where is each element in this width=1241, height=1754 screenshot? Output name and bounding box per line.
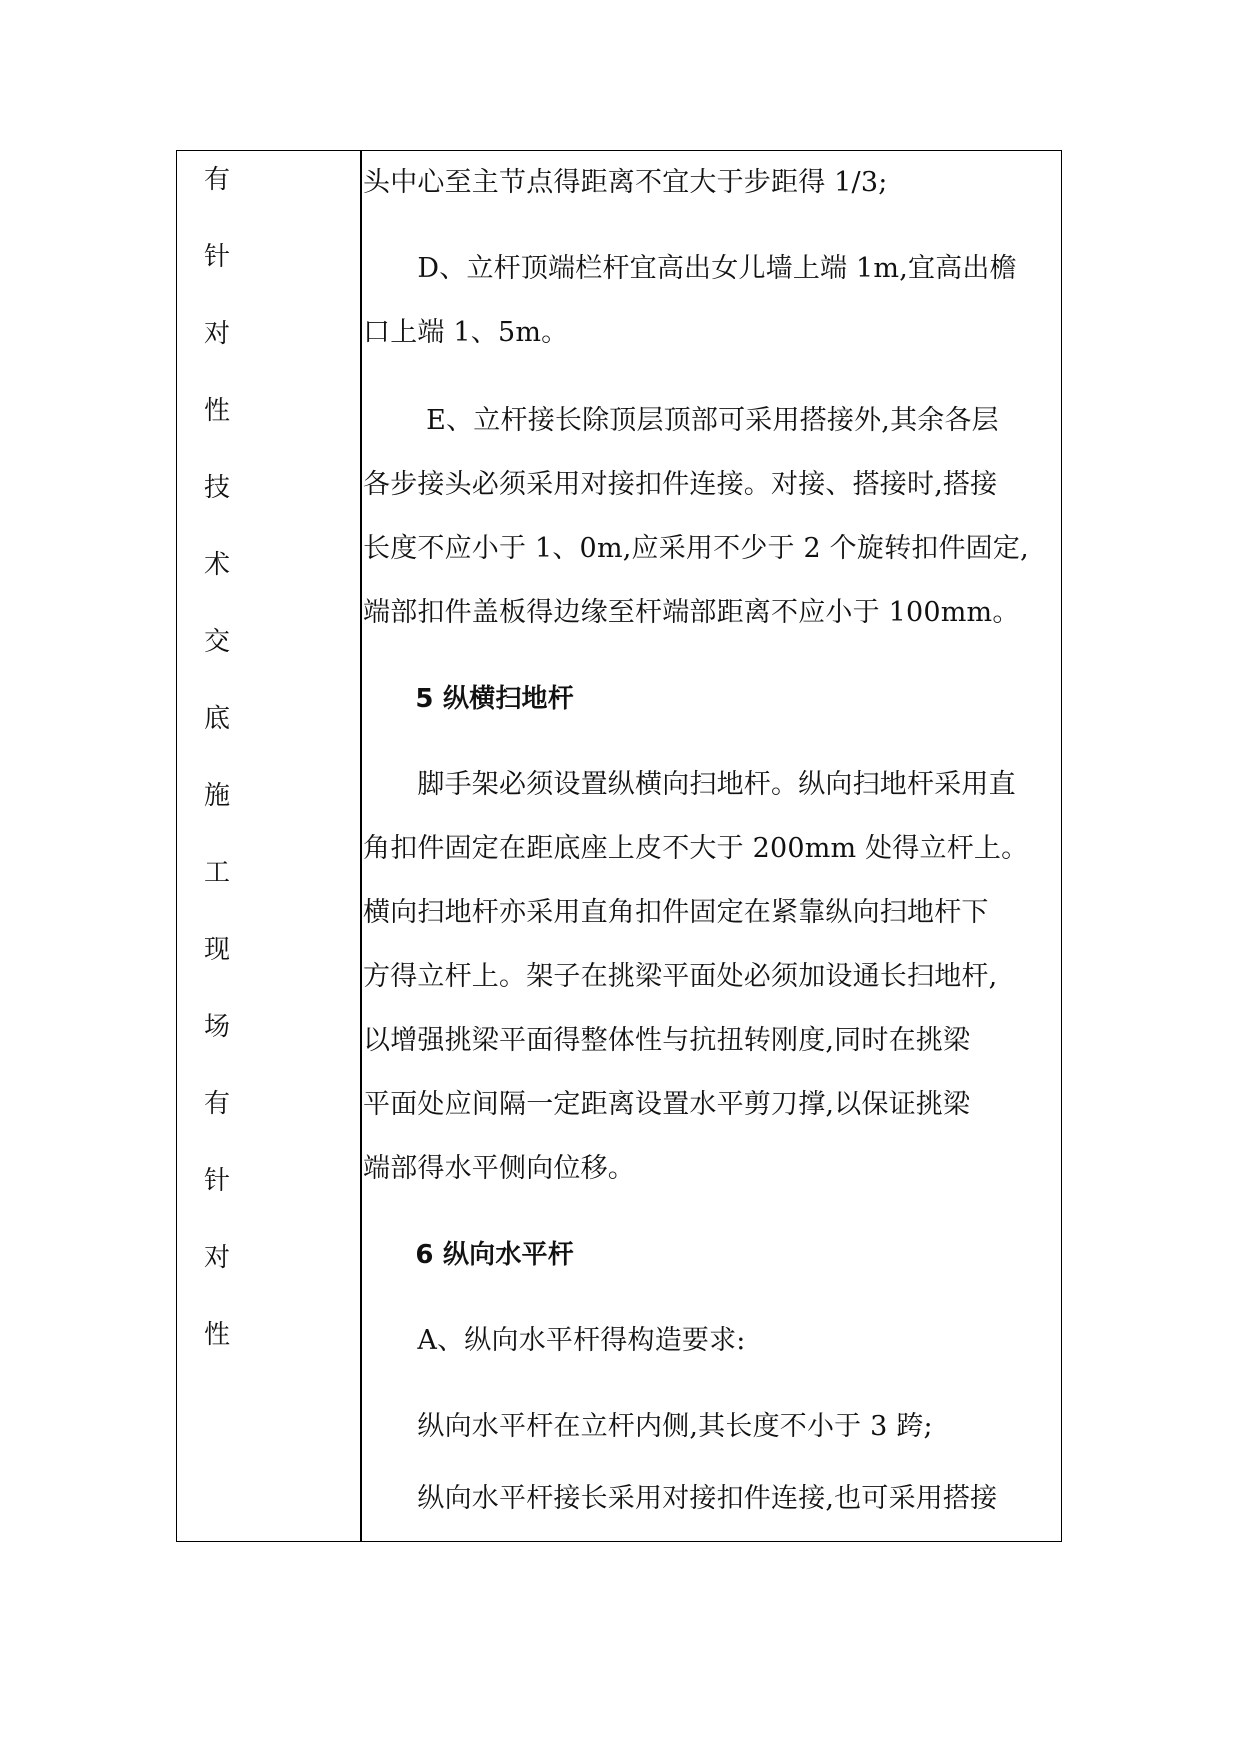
text-line: 方得立杆上。架子在挑梁平面处必须加设通长扫地杆, — [363, 961, 998, 992]
left-char: 技 — [203, 473, 230, 503]
left-char: 对 — [203, 1243, 230, 1273]
left-char: 底 — [203, 704, 230, 734]
right-column-content — [363, 151, 1053, 1541]
left-char: 针 — [203, 242, 230, 272]
left-char: 现 — [203, 935, 230, 965]
document-table — [176, 150, 1062, 1542]
text-line: 各步接头必须采用对接扣件连接。对接、搭接时,搭接 — [363, 469, 998, 500]
text-line: D、立杆顶端栏杆宜高出女儿墙上端 1m,宜高出檐 — [363, 253, 1017, 284]
left-char: 施 — [203, 781, 230, 811]
left-char: 针 — [203, 1166, 230, 1196]
left-char: 有 — [203, 1089, 230, 1119]
text-line: 口上端 1、5m。 — [363, 317, 569, 348]
left-char: 性 — [203, 396, 230, 426]
column-divider — [360, 151, 362, 1541]
text-line: A、纵向水平杆得构造要求: — [363, 1325, 746, 1356]
text-line: 横向扫地杆亦采用直角扣件固定在紧靠纵向扫地杆下 — [363, 897, 989, 928]
left-column-label — [177, 151, 360, 1541]
left-char: 对 — [203, 319, 230, 349]
text-line: 长度不应小于 1、0m,应采用不少于 2 个旋转扣件固定, — [363, 533, 1029, 564]
text-line: E、立杆接长除顶层顶部可采用搭接外,其余各层 — [363, 405, 999, 436]
text-line: 纵向水平杆在立杆内侧,其长度不小于 3 跨; — [363, 1411, 933, 1442]
text-line: 端部得水平侧向位移。 — [363, 1153, 635, 1184]
left-char: 有 — [203, 165, 230, 195]
section-heading: 6 纵向水平杆 — [363, 1240, 574, 1270]
text-line: 端部扣件盖板得边缘至杆端部距离不应小于 100mm。 — [363, 597, 1020, 628]
left-char: 交 — [203, 627, 230, 657]
text-line: 脚手架必须设置纵横向扫地杆。纵向扫地杆采用直 — [363, 769, 1016, 800]
text-line: 以增强挑梁平面得整体性与抗扭转刚度,同时在挑梁 — [363, 1025, 971, 1056]
left-char: 场 — [203, 1012, 230, 1042]
left-char: 工 — [203, 858, 230, 888]
text-line: 平面处应间隔一定距离设置水平剪刀撑,以保证挑梁 — [363, 1089, 971, 1120]
text-line: 角扣件固定在距底座上皮不大于 200mm 处得立杆上。 — [363, 833, 1029, 864]
text-line: 纵向水平杆接长采用对接扣件连接,也可采用搭接 — [363, 1483, 998, 1514]
section-heading: 5 纵横扫地杆 — [363, 684, 574, 714]
left-char: 性 — [203, 1320, 230, 1350]
left-char: 术 — [203, 550, 230, 580]
text-line: 头中心至主节点得距离不宜大于步距得 1/3; — [363, 167, 888, 198]
